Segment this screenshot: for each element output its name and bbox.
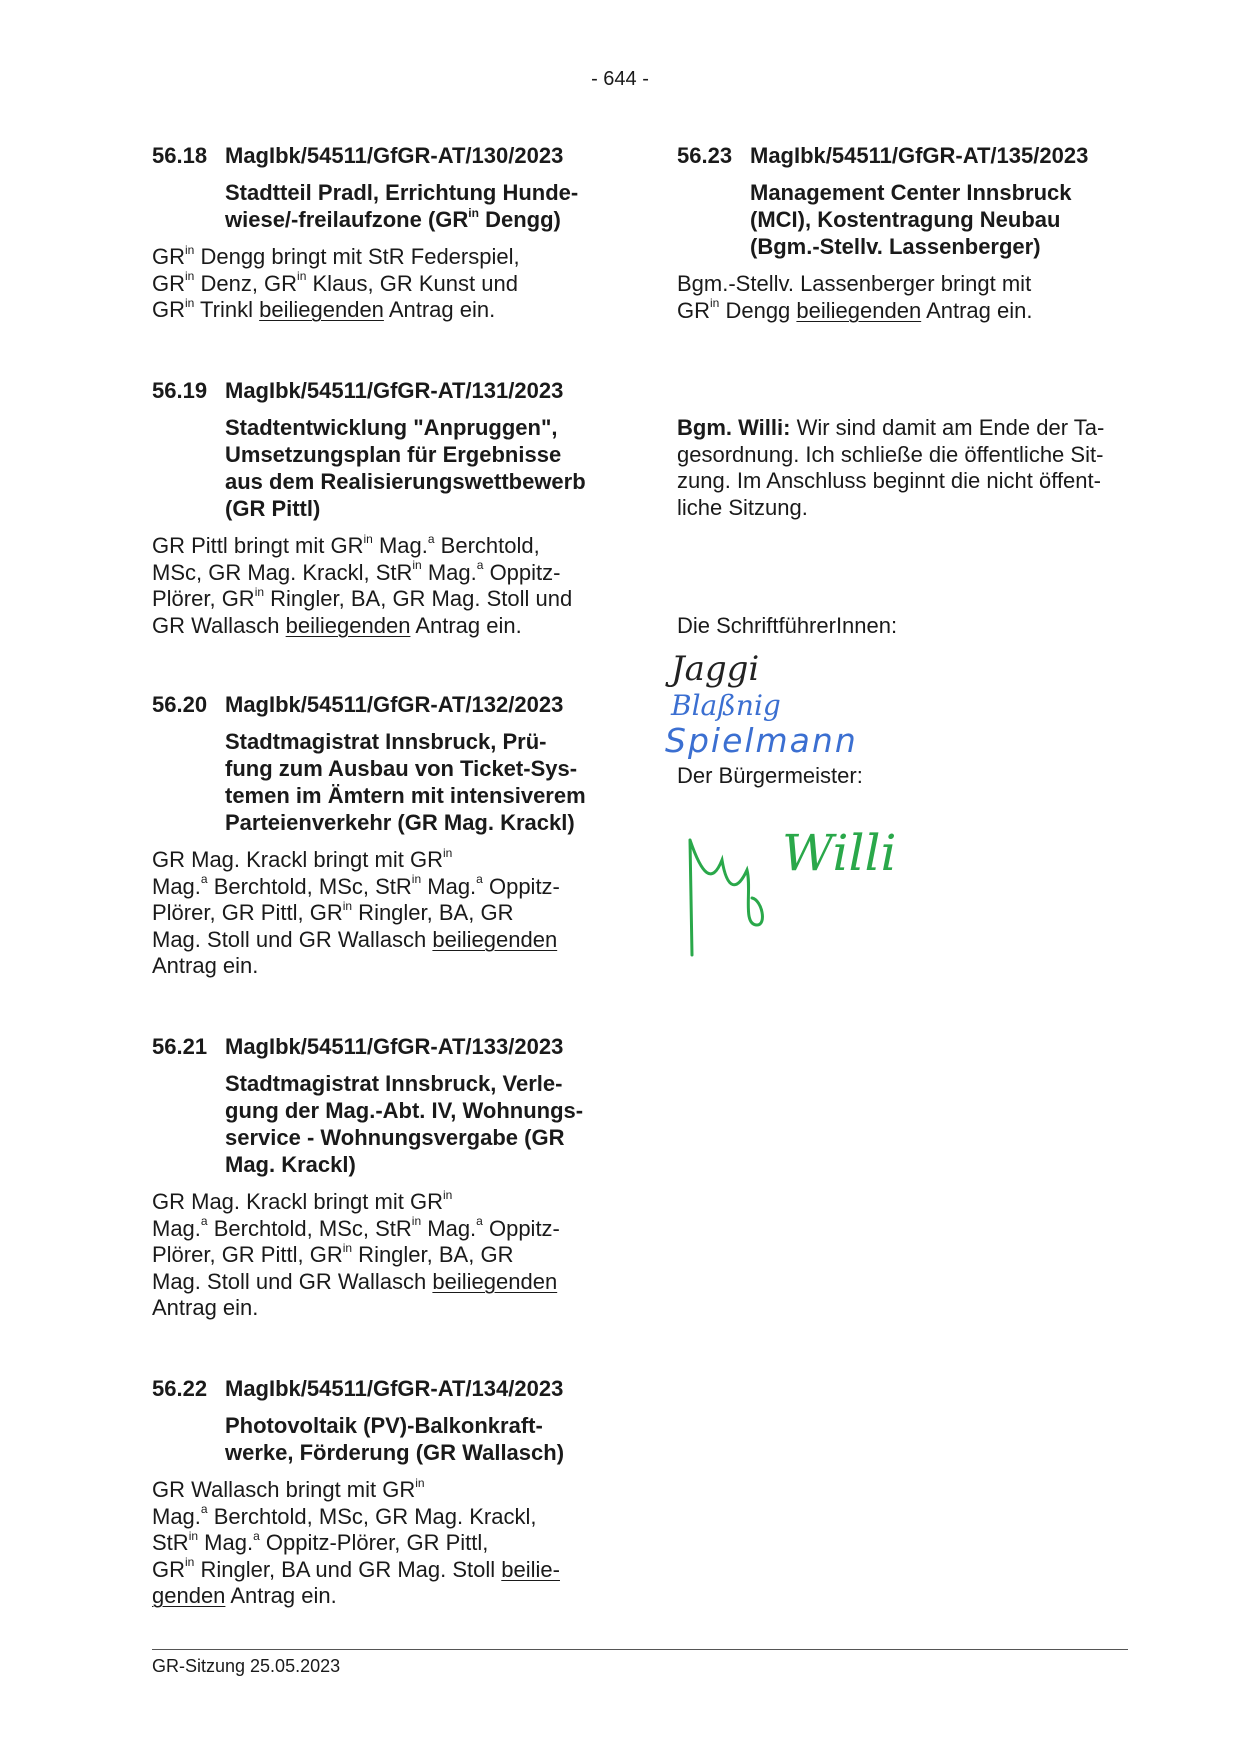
item-number: 56.20 [152,692,208,717]
item-body: GR Mag. Krackl bringt mit $GR^{in}$ Mag.$^a$ Berchtold, MSc, StR$^{in}$ Mag.$^a$ Oppitz- Plörer, GR Pittl, $GR^{in}$ Ringler, BA, GR Mag. Stoll und GR Wallasch beiliegenden Antrag ein. [152,1187,560,1320]
item-heading [152,141,622,171]
agenda-item-56-22 [152,1374,622,1610]
item-number: 56.18 [152,143,208,168]
item-heading [152,1374,622,1404]
agenda-item-56-23 [677,141,1147,324]
item-title: Stadtteil Pradl, Errichtung Hunde- wiese/-freilaufzone ($GR^{in}$ Dengg) [225,180,579,232]
item-heading [152,376,622,406]
item-reference: MagIbk/54511/GfGR-AT/133/2023 [225,1034,564,1059]
recorders-label: Die SchriftführerInnen: [677,613,898,638]
item-number: 56.22 [152,1376,208,1401]
closing-text: Wir sind damit am Ende der Ta- gesordnung. Ich schließe die öffentliche Sit- zung. Im Anschluss beginnt die nicht öffent- liche Sitzung. [677,415,1105,520]
closing-statement [677,415,1147,521]
signature-mayor [672,780,932,960]
handwriting-1: Jaggi [671,649,760,689]
item-title: Management Center Innsbruck (MCI), Kostentragung Neubau (Bgm.-Stellv. Lassenberger) [750,180,1072,259]
item-reference: MagIbk/54511/GfGR-AT/132/2023 [225,692,564,717]
agenda-item-56-18 [152,141,622,324]
item-body: GR Mag. Krackl bringt mit $GR^{in}$ Mag.$^a$ Berchtold, MSc, StR$^{in}$ Mag.$^a$ Oppitz- Plörer, GR Pittl, $GR^{in}$ Ringler, BA, GR Mag. Stoll und GR Wallasch beiliegenden Antrag ein. [152,845,560,978]
signature-recorders [665,640,945,760]
agenda-item-56-21 [152,1032,622,1322]
item-reference: MagIbk/54511/GfGR-AT/135/2023 [750,143,1089,168]
item-heading [677,141,1147,171]
item-title: Photovoltaik (PV)-Balkonkraft- werke, Förderung (GR Wallasch) [225,1413,565,1465]
item-heading [152,690,622,720]
item-title: Stadtmagistrat Innsbruck, Prü- fung zum Ausbau von Ticket-Sys- temen im Ämtern mit intensiverem Parteienverkehr (GR Mag. Krackl) [225,729,586,835]
agenda-item-56-19 [152,376,622,639]
item-reference: MagIbk/54511/GfGR-AT/130/2023 [225,143,564,168]
item-reference: MagIbk/54511/GfGR-AT/134/2023 [225,1376,564,1401]
item-number: 56.23 [677,143,733,168]
mayor-label: Der Bürgermeister: [677,763,863,788]
footer-session-date: GR-Sitzung 25.05.2023 [152,1656,341,1676]
item-number: 56.21 [152,1034,208,1059]
closing-speaker: Bgm. Willi: [677,415,791,440]
item-title: Stadtentwicklung "Anpruggen", Umsetzungsplan für Ergebnisse aus dem Realisierungswettbewerb (GR Pittl) [225,415,586,521]
item-number: 56.19 [152,378,208,403]
handwriting-4: Willi [782,824,897,882]
handwriting-2: Blaßnig [671,689,781,722]
item-heading [152,1032,622,1062]
item-body: GR Pittl bringt mit $GR^{in}$ Mag.$^a$ Berchtold, MSc, GR Mag. Krackl, StR$^{in}$ Mag.$^a$ Oppitz- Plörer, $GR^{in}$ Ringler, BA, GR Mag. Stoll und GR Wallasch beiliegenden Antrag ein. [152,531,573,638]
footer-divider [152,1649,1128,1650]
handwriting-3: Spielmann [665,721,858,760]
agenda-item-56-20 [152,690,622,980]
item-reference: MagIbk/54511/GfGR-AT/131/2023 [225,378,564,403]
item-title: Stadtmagistrat Innsbruck, Verle- gung der Mag.-Abt. IV, Wohnungs- service - Wohnungsvergabe (GR Mag. Krackl) [225,1071,584,1177]
item-body: Bgm.-Stellv. Lassenberger bringt mit $GR^{in}$ Dengg beiliegenden Antrag ein. [677,271,1033,323]
page-number: - 644 - [591,68,649,90]
item-body: $GR^{in}$ Dengg bringt mit StR Federspiel, $GR^{in}$ Denz, $GR^{in}$ Klaus, GR Kunst und $GR^{in}$ Trinkl beiliegenden Antrag ein. [152,242,520,322]
mayor-signature-stroke [690,840,762,955]
item-body: GR Wallasch bringt mit $GR^{in}$ Mag.$^a$ Berchtold, MSc, GR Mag. Krackl, StR$^{in}$ Mag.$^a$ Oppitz-Plörer, GR Pittl, $GR^{in}$ Ringler, BA und GR Mag. Stoll beilie- genden Antrag ein. [152,1475,560,1608]
